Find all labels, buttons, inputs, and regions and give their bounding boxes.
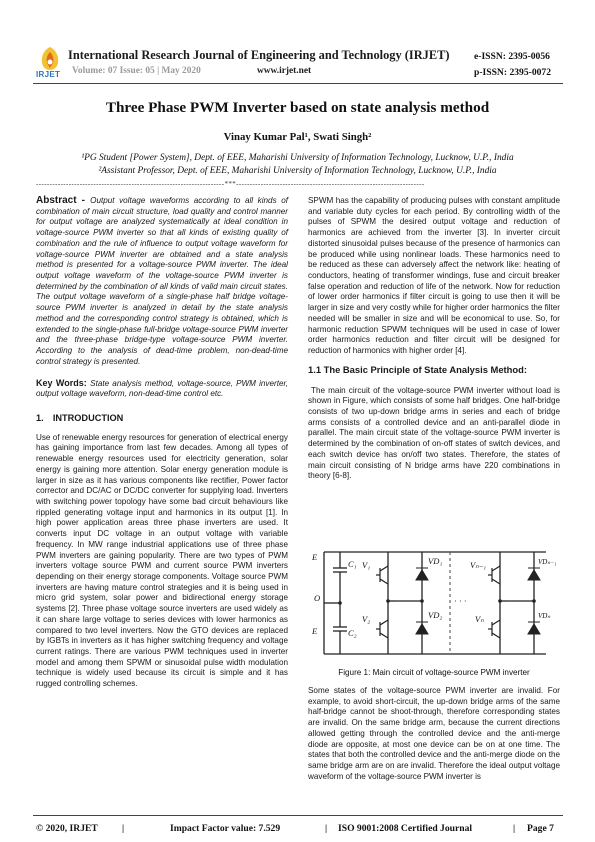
e-issn: e-ISSN: 2395-0056 xyxy=(474,51,550,62)
keywords-label: Key Words: xyxy=(36,377,91,388)
header-rule xyxy=(33,83,563,84)
keywords xyxy=(36,378,288,400)
label-dots: · · · xyxy=(454,596,467,606)
website[interactable]: www.irjet.net xyxy=(257,66,312,76)
label-vdn: VDₙ xyxy=(538,612,551,620)
subsection-heading: 1.1 The Basic Principle of State Analysis Method: xyxy=(308,363,527,375)
journal-logo xyxy=(34,44,66,82)
label-vd2: VD₂ xyxy=(428,610,443,620)
separator-line: ---------------------------------------------------------------------***--------------------------------------------------------------------- xyxy=(36,180,425,188)
right-paragraph-3: Some states of the voltage-source PWM inverter are invalid. For example, to avoid short-circuit, the up-down bridge arms of the same half-bridge cannot be shoot-through, therefore corresponding states are invalid. On the same bridge arm, because the current directions allowed getting through the controlled device and the anti-merge diode are opposite, at most one device can be on at one time. The states that both the controlled device and the anti-merge diode on the same bridge arm are on are invalid. Therefore the ideal output voltage waveform of the voltage-source PWM inverter is xyxy=(308,686,560,781)
right-paragraph-1: SPWM has the capability of producing pulses with constant amplitude and variable duty cycles for each period. By controlling width of the pulses of SPWM the desired output voltage and reduction of harmonics are achieved from the inverter [3]. In inverter circuit distorted sinusoidal pulses because of the presence of harmonics can be produced while using nonlinear loads. These harmonics need to be reduced as these can adversely affect the network like: heating of conductors, heating of transformer windings, fuse and circuit breaker false operation and reduction of life of the network. Now for reduction of lower order harmonics if filter circuit is going to use then it will be larger in size and very costly while for higher order harmonics the filter needed will be smaller in size and will be economical to use. So, for harmonic reduction SPWM techniques will be used in case of lower order harmonics reduction and filter circuit will be designed for reduction of harmonics with higher order [4]. xyxy=(308,196,560,356)
right-paragraph-2: The main circuit of the voltage-source PWM inverter without load is shown in Figure, which consists of some half bridges. One half-bridge consists of two up-down bridge arms in series and each of bridge arms consists of a controlled device and an anti-parallel diode in parallel. The main circuit state of the voltage-source PWM inverter is determined by the combination of on-off states of switch devices, and each switch device has on/off two states. Therefore, the states of main circuit consisting of N bridge arms have 220 combinations in theory [6-8]. xyxy=(308,385,560,481)
label-e-bottom: E xyxy=(312,626,318,636)
footer-separator-1: | xyxy=(122,823,125,834)
affiliation-2: ²Assistant Professor, Dept. of EEE, Maharishi University of Information Technology, Lucknow, U.P., India xyxy=(98,166,497,176)
logo-text: IRJET xyxy=(36,70,61,79)
section-1-heading: 1. INTRODUCTION xyxy=(36,412,124,423)
label-node-o: O xyxy=(314,593,321,603)
label-v1: V₁ xyxy=(362,560,371,570)
keywords-text: State analysis method, voltage-source, PWM inverter, output voltage waveform, non-dead-time control etc. xyxy=(36,378,289,399)
label-c1: C₁ xyxy=(348,559,357,569)
abstract-text: Output voltage waveforms according to all kinds of combination of main circuit structure, load quality and control manner for output voltage are analyzed systematically at ideal condition in voltage-source PWM inverter so that all kinds of existing quality of combination and the rule of influence to output voltage waveform for voltage-source PWM inverter are obtained and a state analysis method is presented for a voltage-source PWM inverter. The ideal output voltage waveform of the voltage-source PWM inverter is determined by the combination of all kinds of valid main circuit states. The output voltage waveform of a single-phase half bridge voltage-source PWM inverter is analyzed in detail by the state analysis method and the corresponding control strategy is obtained, which is extended to the single-phase full-bridge voltage-source PWM inverter and the three-phase bridge-type voltage-source PWM inverter. According to the analysis of dead-time problem, non-dead-time control strategy is presented. xyxy=(36,196,288,366)
paper-title: Three Phase PWM Inverter based on state analysis method xyxy=(105,99,490,116)
abstract xyxy=(36,196,288,368)
footer-separator-3: | xyxy=(513,823,516,834)
footer-copyright: © 2020, IRJET xyxy=(36,823,98,834)
label-c2: C₂ xyxy=(348,628,357,638)
abstract-label: Abstract - xyxy=(36,195,91,206)
label-vdn1: VDₙ₋₁ xyxy=(538,558,557,566)
intro-paragraph: Use of renewable energy resources for generation of electrical energy has gaining importance from last few decades. Among all types of renewable energy resources used for electricity generation, solar energy is gaining more attention. Solar energy generation module is larger in size as it has various components like rectifier, Power factor corrector and DC/AC or DC/DC converter for supplying load. Inverters with switching power topology have some bad circuit behaviours like rippled generating voltage input and harmonics in its output [1]. In high power application areas three phase inverters are used. It converts input DC voltage in an output voltage with variable frequency. In MW range industrial applications use of three phase PWM inverters are gaining popularity. There are two types of PWM inverters voltage source PWM and current source PWM inverters depending on their energy storage components. Voltage source PWM inverters are having mature control strategies and it is being used in micro grid system, solar power and bidirectional energy storage systems [2]. Three phase voltage source inverters are used widely as it can share large voltage to series devices with lower harmonics as compared to two level inverters. Now the GTO devices are replaced by IGBTs in inverters as it has higher switching frequency and voltage current ratings. There are various PWM techniques used in inverter model and among them SPWM or sinusoidal pulse width modulation technique is widely used because its circuit is simple and it has rugged controlling schemes. xyxy=(36,432,288,689)
footer-separator-2: | xyxy=(325,823,328,834)
journal-name: International Research Journal of Engineering and Technology (IRJET) xyxy=(68,48,450,62)
affiliation-1: ¹PG Student [Power System], Dept. of EEE, Maharishi University of Information Technology, Lucknow, U.P., India xyxy=(81,153,514,163)
footer-rule xyxy=(33,815,563,816)
label-v2: V₂ xyxy=(362,614,371,624)
p-issn: p-ISSN: 2395-0072 xyxy=(474,67,552,78)
right-column-top xyxy=(308,196,560,482)
figure-caption: Figure 1: Main circuit of voltage-source PWM inverter xyxy=(338,668,530,677)
volume-issue: Volume: 07 Issue: 05 | May 2020 xyxy=(72,66,201,76)
inverter-circuit-diagram xyxy=(310,546,560,660)
label-vn: Vₙ xyxy=(475,614,484,624)
label-e-top: E xyxy=(312,552,318,562)
label-vd1: VD₁ xyxy=(428,556,443,566)
label-vn1: Vₙ₋₁ xyxy=(470,560,487,570)
authors: Vinay Kumar Pal¹, Swati Singh² xyxy=(223,131,372,143)
footer-page: Page 7 xyxy=(527,823,554,834)
circuit-figure xyxy=(310,546,560,660)
footer-impact: Impact Factor value: 7.529 xyxy=(170,823,281,834)
right-column-bottom xyxy=(308,686,560,782)
footer-iso: ISO 9001:2008 Certified Journal xyxy=(338,823,473,834)
left-column xyxy=(36,196,288,690)
